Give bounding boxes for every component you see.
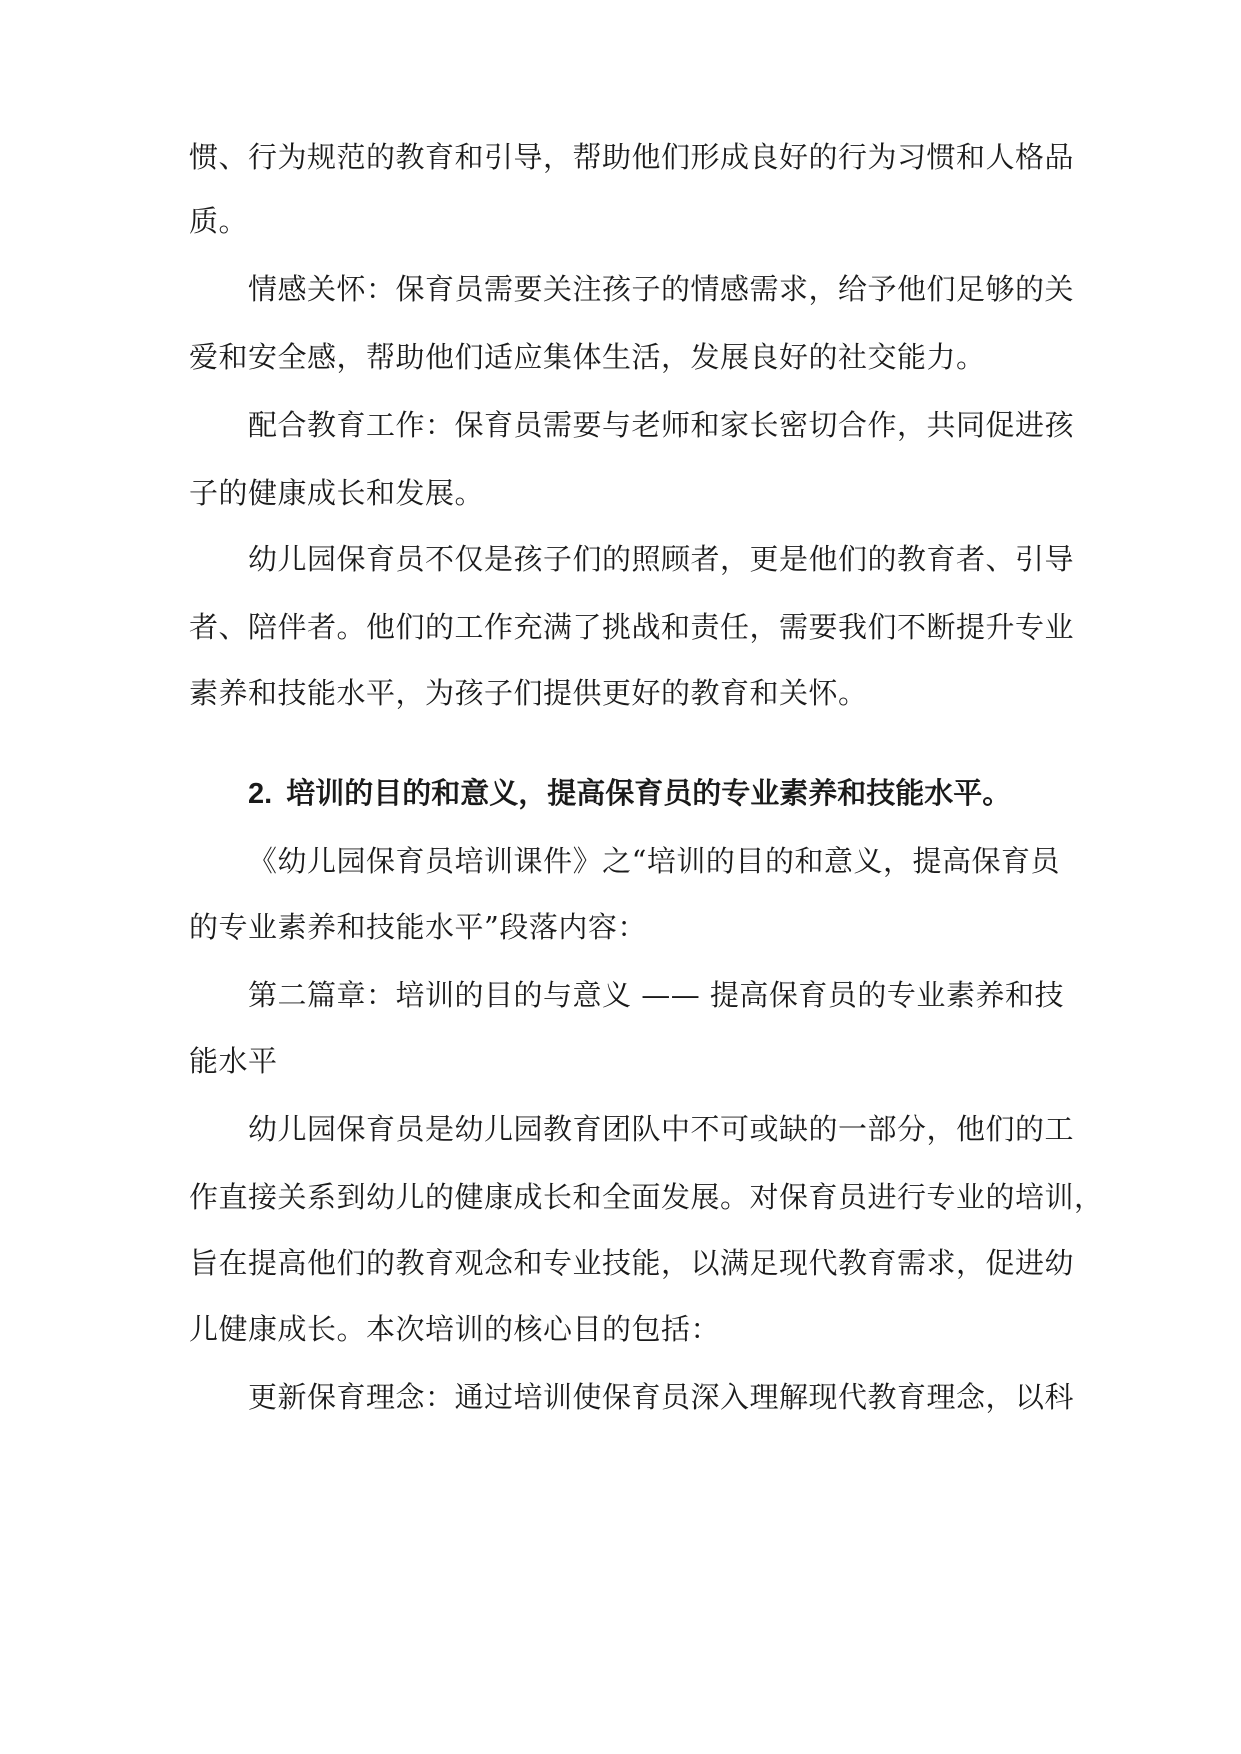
paragraph-line: 《幼儿园保育员培训课件》之“培训的目的和意义，提高保育员	[248, 844, 1060, 878]
paragraph-line: 幼儿园保育员是幼儿园教育团队中不可或缺的一部分，他们的工	[248, 1112, 1075, 1146]
section-title: 培训的目的和意义，提高保育员的专业素养和技能水平。	[286, 776, 1012, 810]
paragraph-line: 更新保育理念：通过培训使保育员深入理解现代教育理念，以科	[248, 1380, 1075, 1414]
paragraph-line: 第二篇章：培训的目的与意义 —— 提高保育员的专业素养和技	[248, 978, 1064, 1012]
paragraph-line: 惯、行为规范的教育和引导，帮助他们形成良好的行为习惯和人格品	[189, 140, 1075, 174]
paragraph-line: 素养和技能水平，为孩子们提供更好的教育和关怀。	[189, 676, 868, 710]
paragraph-line: 幼儿园保育员不仅是孩子们的照顾者，更是他们的教育者、引导	[248, 542, 1075, 576]
paragraph-line: 配合教育工作：保育员需要与老师和家长密切合作，共同促进孩	[248, 408, 1075, 442]
paragraph-line: 爱和安全感，帮助他们适应集体生活，发展良好的社交能力。	[189, 340, 986, 374]
section-number: 2.	[248, 778, 273, 810]
paragraph-line: 能水平	[189, 1044, 278, 1078]
paragraph-line: 者、陪伴者。他们的工作充满了挑战和责任，需要我们不断提升专业	[189, 610, 1075, 644]
paragraph-line: 的专业素养和技能水平”段落内容：	[189, 910, 647, 944]
section-heading	[248, 773, 1060, 813]
paragraph-line: 子的健康成长和发展。	[189, 476, 485, 510]
paragraph-line: 情感关怀：保育员需要关注孩子的情感需求，给予他们足够的关	[248, 272, 1075, 306]
paragraph-line: 儿健康成长。本次培训的核心目的包括：	[189, 1312, 721, 1346]
paragraph-line: 质。	[189, 204, 249, 238]
paragraph-line: 旨在提高他们的教育观念和专业技能，以满足现代教育需求，促进幼	[189, 1246, 1075, 1280]
paragraph-line: 作直接关系到幼儿的健康成长和全面发展。对保育员进行专业的培训，	[189, 1180, 1104, 1214]
